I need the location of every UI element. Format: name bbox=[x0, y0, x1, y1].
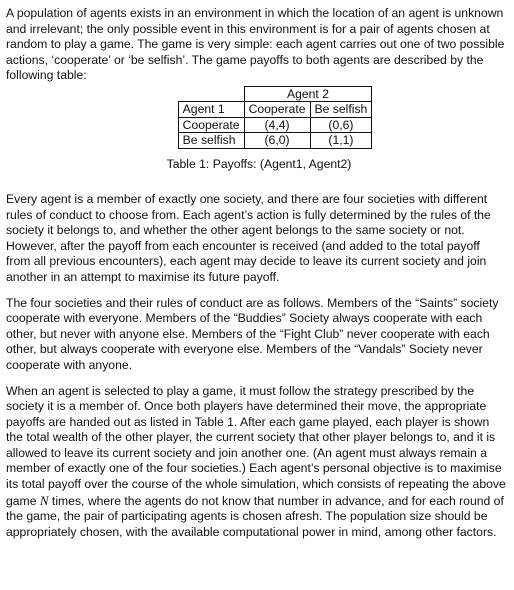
simulation-text-end: times, where the agents do not know that number in advance, and for each round of the game, the pair of participating agents is chosen afresh. The population size should be appropriately chosen, with the available computational power in mind, among other factors. bbox=[6, 493, 504, 539]
document-page bbox=[6, 6, 506, 540]
column-header-be-selfish: Be selfish bbox=[310, 102, 372, 118]
payoff-cell: (6,0) bbox=[244, 133, 310, 149]
column-header-cooperate: Cooperate bbox=[244, 102, 310, 118]
payoff-cell: (1,1) bbox=[310, 133, 372, 149]
payoff-cell: (4,4) bbox=[244, 117, 310, 133]
row-header-cooperate: Cooperate bbox=[178, 117, 244, 133]
row-group-header: Agent 1 bbox=[178, 102, 244, 118]
math-variable-n: N bbox=[39, 492, 49, 508]
table-row bbox=[178, 133, 372, 149]
payoff-table-wrapper bbox=[6, 86, 506, 149]
table-corner-blank bbox=[178, 86, 244, 102]
payoff-cell: (0,6) bbox=[310, 117, 372, 133]
societies-paragraph: Every agent is a member of exactly one society, and there are four societies with different rules of conduct to choose from. Each agent’s action is fully determined by the rules of the society it belongs to, and whether the other agent belongs to the same society or not. However, after the payoff from each encounter is received (and added to the total payoff from all previous encounters), each agent may decide to leave its current society and join another in an attempt to maximise its future payoff. bbox=[6, 191, 491, 284]
intro-paragraph: A population of agents exists in an environment in which the location of an agent is unknown and irrelevant; the only possible event in this environment is for a pair of agents chosen at random to play a game. The game is very simple: each agent carries out one of two possible actions, ‘cooperate’ or ‘be selfish’. The game payoffs to both agents are described by the following table: bbox=[6, 6, 505, 83]
table-row bbox=[178, 117, 372, 133]
table-caption: Table 1: Payoffs: (Agent1, Agent2) bbox=[166, 156, 352, 171]
row-header-be-selfish: Be selfish bbox=[178, 133, 244, 149]
simulation-paragraph bbox=[6, 384, 506, 541]
simulation-text-start: When an agent is selected to play a game, it must follow the strategy prescribed by the society it is a member of. Once both players have determined their move, the appropriate payoffs are handed out as listed in Table 1. After each game played, each player is shown the total wealth of the other player, the current society that other player belongs to, and it is allowed to leave its current society and join another one. (An agent must always remain a member of exactly one of the four societies.) Each agent’s personal objective is to maximise its total payoff over the course of the whole simulation, which consists of repeating the above game bbox=[6, 383, 506, 508]
column-group-header: Agent 2 bbox=[244, 86, 372, 102]
payoff-table bbox=[178, 86, 373, 149]
rules-of-conduct-paragraph: The four societies and their rules of conduct are as follows. Members of the “Saints” society cooperate with everyone. Members of the “Buddies” Society always cooperate with each other, but never with anyone else. Members of the “Fight Club” never cooperate with each other, but always cooperate with everyone else. Members of the “Vandals” Society never cooperate with anyone. bbox=[6, 295, 499, 372]
